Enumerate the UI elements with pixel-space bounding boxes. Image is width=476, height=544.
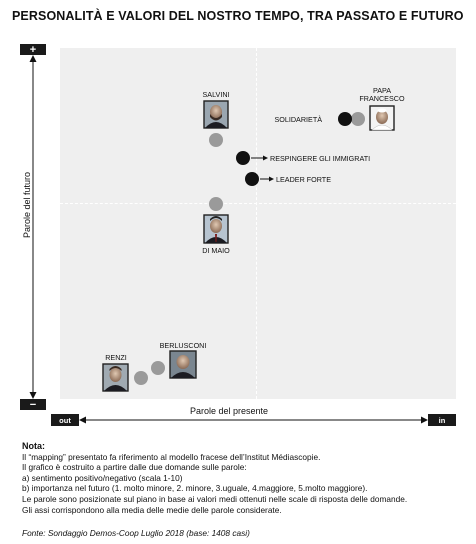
- label-di-maio: DI MAIO: [202, 246, 230, 255]
- source-note: Fonte: Sondaggio Demos-Coop Luglio 2018 (base: 1408 casi): [22, 528, 250, 538]
- label-salvini: SALVINI: [202, 90, 230, 99]
- label-solidarieta: SOLIDARIETÀ: [274, 115, 322, 124]
- axis-plus-box: +: [20, 44, 46, 55]
- note-line: Gli assi corrispondono alla media delle medie delle parole considerate.: [22, 504, 282, 515]
- point-salvini: [209, 133, 223, 147]
- portrait-berlusconi: [170, 351, 196, 378]
- y-axis-label: Parole del futuro: [22, 171, 32, 239]
- note-heading: Nota:: [22, 441, 45, 451]
- point-respingere-gli-immigrati: [236, 151, 250, 165]
- portrait-renzi: [103, 364, 128, 391]
- point-solidarieta: [338, 112, 352, 126]
- axis-out-box: out: [51, 414, 79, 426]
- note-line: b) importanza nel futuro (1. molto minore, 2. minore, 3.uguale, 4.maggiore, 5.molto maggiore).: [22, 483, 368, 494]
- portrait-papa-francesco: [370, 106, 394, 130]
- label-respingere: RESPINGERE GLI IMMIGRATI: [270, 154, 371, 163]
- chart-title: PERSONALITÀ E VALORI DEL NOSTRO TEMPO, TRA PASSATO E FUTURO: [12, 9, 464, 23]
- arrow-head-leader: [269, 177, 274, 182]
- label-papa-line1: PAPA: [372, 86, 392, 95]
- portrait-di-maio: [204, 215, 228, 243]
- point-berlusconi: [151, 361, 165, 375]
- label-berlusconi: BERLUSCONI: [159, 341, 207, 350]
- axis-in-box: in: [428, 414, 456, 426]
- note-block: [22, 441, 472, 515]
- note-line: a) sentimento positivo/negativo (scala 1-10): [22, 472, 183, 483]
- point-di-maio: [209, 197, 223, 211]
- note-line: Il grafico è costruito a partire dalle due domande sulle parole:: [22, 462, 247, 473]
- point-papa-francesco: [351, 112, 365, 126]
- note-line: Il “mapping” presentato fa riferimento al modello fracese dell’Institut Médiascopie.: [22, 451, 321, 462]
- axis-minus-box: −: [20, 399, 46, 410]
- arrow-head-respingere: [263, 156, 268, 161]
- x-axis-label: Parole del presente: [190, 406, 269, 416]
- label-papa-line2: FRANCESCO: [359, 94, 405, 103]
- point-renzi: [134, 371, 148, 385]
- label-renzi: RENZI: [105, 353, 127, 362]
- note-line: Le parole sono posizionate sul piano in base ai valori medi ottenuti nelle scale di risposta delle domande.: [22, 493, 408, 504]
- portrait-salvini: [204, 101, 228, 128]
- point-leader-forte: [245, 172, 259, 186]
- label-leader-forte: LEADER FORTE: [276, 175, 331, 184]
